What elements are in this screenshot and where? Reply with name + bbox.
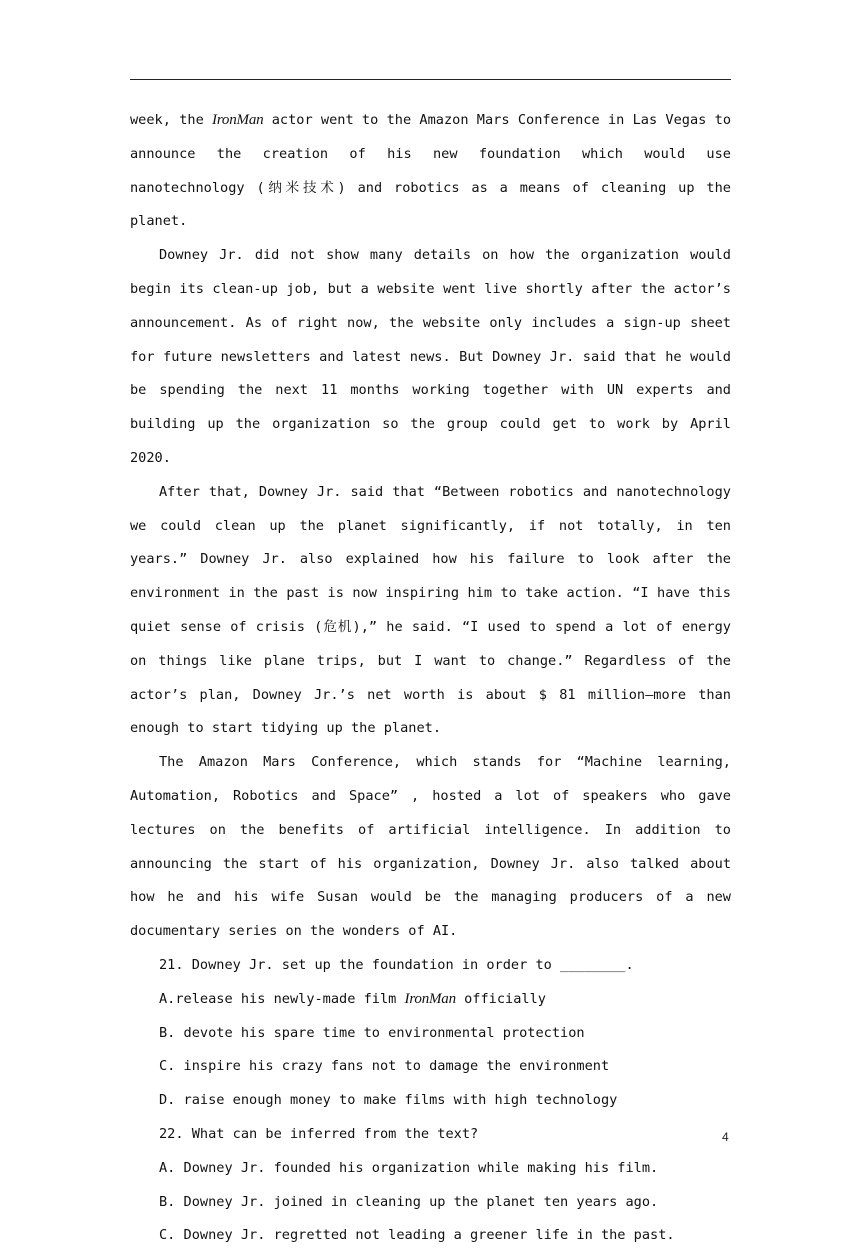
question-21-stem: 21. Downey Jr. set up the foundation in order to ________. <box>159 956 634 973</box>
question-22-option-a: A. Downey Jr. founded his organization while making his film. <box>159 1159 659 1176</box>
question-21-option-d: D. raise enough money to make films with high technology <box>159 1092 618 1109</box>
question-22-option-b: B. Downey Jr. joined in cleaning up the planet ten years ago. <box>159 1193 659 1210</box>
paragraph-2: Downey Jr. did not show many details on how the organization would begin its clean-up job, but a website went live shortly after the actor’s announcement. As of right now, the website only includes a sign-up sheet for future newsletters and latest news. But Downey Jr. said that he would be spending the next 11 months working together with UN experts and building up the organization so the group could get to work by April 2020. <box>130 247 731 466</box>
page-content <box>130 104 731 1253</box>
paragraph-4: The Amazon Mars Conference, which stands for “Machine learning, Automation, Robotics and Space” , hosted a lot of speakers who gave lectures on the benefits of artificial intelligence. In addition to announcing the start of his organization, Downey Jr. also talked about how he and his wife Susan would be the managing producers of a new documentary series on the wonders of AI. <box>130 754 731 940</box>
question-21-option-c: C. inspire his crazy fans not to damage the environment <box>159 1058 610 1075</box>
film-title: IronMan <box>212 112 264 128</box>
paragraph-1 <box>130 104 731 239</box>
question-21-option-a <box>130 983 731 1017</box>
option-a-text-start: A.release his newly-made film <box>159 990 405 1007</box>
option-a-text-end: officially <box>455 990 546 1007</box>
page-number: 4 <box>722 1130 729 1144</box>
header-rule <box>130 79 731 80</box>
paragraph-1-start: week, the <box>130 112 213 128</box>
paragraph-3: After that, Downey Jr. said that “Between robotics and nanotechnology we could clean up the planet significantly, if not totally, in ten years.” Downey Jr. also explained how his failure to look after the environment in the past is now inspiring him to take action. “I have this quiet sense of crisis (危机),” he said. “I used to spend a lot of energy on things like plane trips, but I want to change.” Regardless of the actor’s plan, Downey Jr.’s net worth is about $ 81 million—more than enough to start tidying up the planet. <box>130 483 731 737</box>
film-title-option: IronMan <box>404 990 456 1007</box>
question-22-option-c: C. Downey Jr. regretted not leading a greener life in the past. <box>159 1227 675 1244</box>
question-22-stem: 22. What can be inferred from the text? <box>159 1125 479 1142</box>
question-21-option-b: B. devote his spare time to environmental protection <box>159 1024 585 1041</box>
paragraph-1-end: actor went to the Amazon Mars Conference in Las Vegas to announce the creation of his new foundation which would use nanotechnology (纳米技术) and robotics as a means of cleaning up the planet. <box>130 112 732 230</box>
